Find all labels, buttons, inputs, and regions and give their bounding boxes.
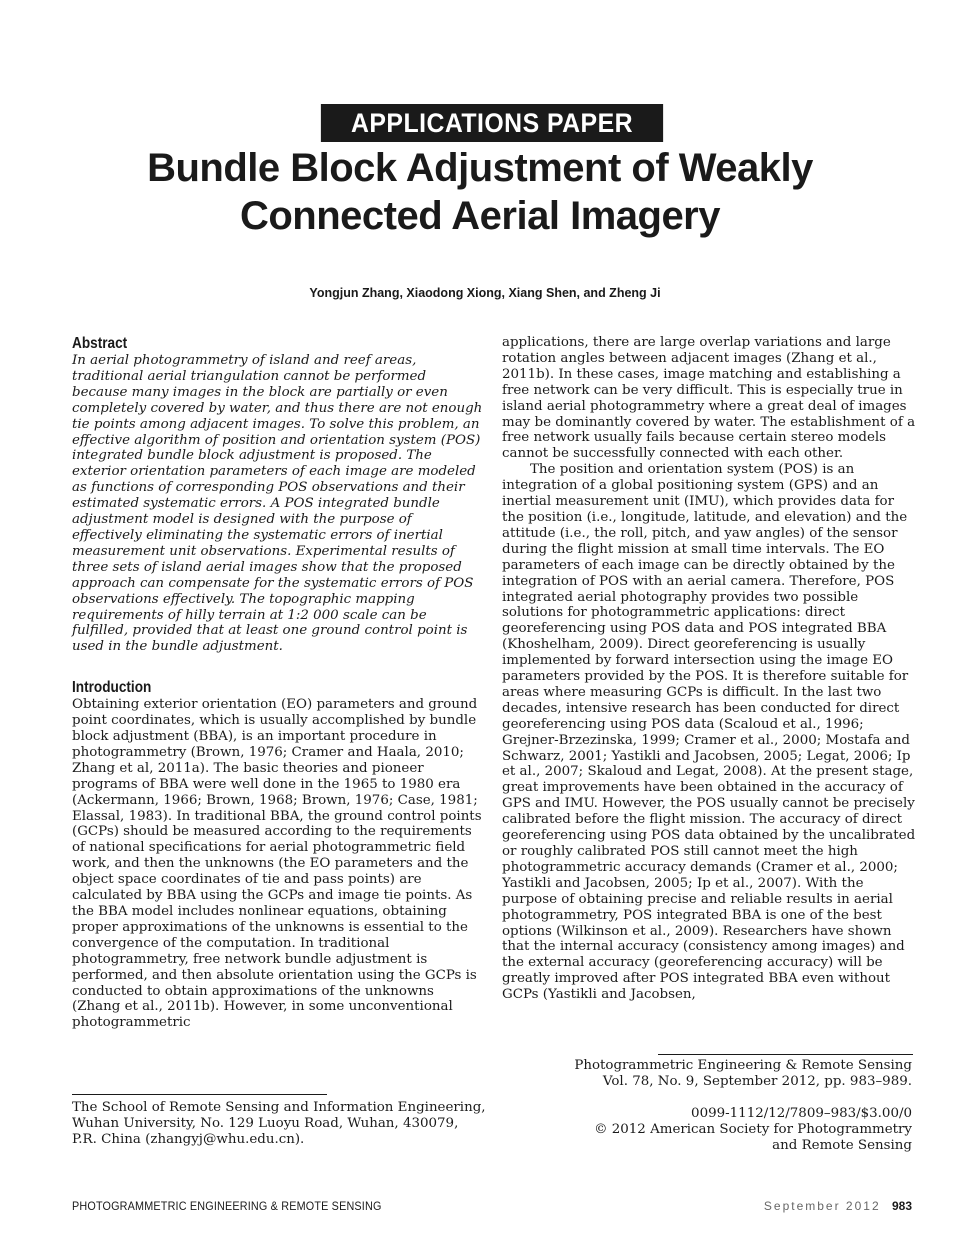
footer-journal-name: PHOTOGRAMMETRIC ENGINEERING & REMOTE SENSING	[72, 1199, 382, 1213]
footer-page-info	[764, 1199, 912, 1213]
paper-title	[80, 144, 880, 240]
title-line-2: Connected Aerial Imagery	[239, 194, 720, 238]
right-column	[502, 335, 916, 1003]
intro-paragraph-1: Obtaining exterior orientation (EO) parameters and ground point coordinates, which is usually accomplished by bundle block adjustment (BBA), is an important procedure in photogrammetry (Brown, 1976; Cramer and Haala, 2010; Zhang et al, 2011a). The basic theories and pioneer programs of BBA were well done in the 1965 to 1980 era (Ackermann, 1966; Brown, 1968; Brown, 1976; Case, 1981; Elassal, 1983). In traditional BBA, the ground control points (GCPs) should be measured according to the requirements of national specifications for aerial photogrammetric field work, and then the unknowns (the EO parameters and the object space coordinates of tie and pass points) are calculated by BBA using the GCPs and image tie points. As the BBA model includes nonlinear equations, obtaining proper approximations of the unknowns is essential to the convergence of the computation. In traditional photogrammetry, free network bundle adjustment is performed, and then absolute orientation using the GCPs is conducted to obtain approximations of the unknowns (Zhang et al., 2011b). However, in some unconventional photogrammetric	[72, 697, 482, 1031]
intro-paragraph-2: The position and orientation system (POS) is an integration of a global positioning system (GPS) and an inertial measurement unit (IMU), which provides data for the position (i.e., longitude, latitude, and elevation) and the attitude (i.e., the roll, pitch, and yaw angles) of the sensor during the flight mission at small time intervals. The EO parameters of each image can be directly obtained by the integration of POS with an aerial camera. Therefore, POS integrated aerial photography provides two possible solutions for photogrammetric applications: direct georeferencing using POS data and POS integrated BBA (Khoshelham, 2009). Direct georeferencing is usually implemented by forward intersection using the image EO parameters provided by the POS. It is therefore suitable for areas where measuring GCPs is difficult. In the last two decades, intensive research has been conducted for direct georeferencing using POS data (Scaloud et al., 1996; Grejner-Brzezinska, 1999; Cramer et al., 2000; Mostafa and Schwarz, 2001; Yastikli and Jacobsen, 2005; Legat, 2006; Ip et al., 2007; Skaloud and Legat, 2008). At the present stage, great improvements have been obtained in the accuracy of GPS and IMU. However, the POS usually cannot be precisely calibrated before the flight mission. The accuracy of direct georeferencing using POS data obtained by the uncalibrated or roughly calibrated POS still cannot meet the high photogrammetric accuracy demands (Cramer et al., 2000; Yastikli and Jacobsen, 2005; Ip et al., 2007). With the purpose of obtaining precise and reliable results in aerial photogrammetry, POS integrated BBA is one of the best options (Wilkinson et al., 2009). Researchers have shown that the internal accuracy (consistency among images) and the external accuracy (georeferencing accuracy) will be greatly improved after POS integrated BBA even without GCPs (Yastikli and Jacobsen,	[502, 462, 916, 1003]
title-line-1: Bundle Block Adjustment of Weakly	[147, 146, 813, 190]
affiliation-line-3: P.R. China (zhangyj@whu.edu.cn).	[72, 1132, 305, 1147]
abstract-heading: Abstract	[72, 335, 128, 352]
journal-copyright: © 2012 American Society for Photogrammetry	[594, 1122, 912, 1137]
journal-rule	[658, 1054, 913, 1055]
page-number: 983	[891, 1199, 912, 1213]
affiliation-line-2: Wuhan University, No. 129 Luoyu Road, Wuhan, 430079,	[72, 1116, 459, 1131]
intro-paragraph-1-continued: applications, there are large overlap variations and large rotation angles between adjacent images (Zhang et al., 2011b). In these cases, image matching and establishing a free network can be very difficult. This is especially true in island aerial photogrammetry where a great deal of images may be dominantly covered by water. The establishment of a free network usually fails because certain stereo models cannot be successfully connected with each other.	[502, 335, 916, 462]
journal-copyright-2: and Remote Sensing	[772, 1138, 912, 1153]
affiliation-rule	[72, 1094, 327, 1095]
abstract-text: In aerial photogrammetry of island and reef areas, traditional aerial triangulation cannot be performed because many images in the block are partially or even completely covered by water, and thus there are not enough tie points among adjacent images. To solve this problem, an effective algorithm of position and orientation system (POS) integrated bundle block adjustment is proposed. The exterior orientation parameters of each image are modeled as functions of corresponding POS observations and their estimated systematic errors. A POS integrated bundle adjustment model is designed with the purpose of effectively eliminating the systematic errors of inertial measurement unit observations. Experimental results of three sets of island aerial images show that the proposed approach can compensate for the systematic errors of POS observations effectively. The topographic mapping requirements of hilly terrain at 1:2 000 scale can be fulfilled, provided that at least one ground control point is used in the bundle adjustment.	[72, 353, 483, 655]
left-column	[72, 335, 484, 1031]
affiliation-line-1: The School of Remote Sensing and Information Engineering,	[72, 1100, 486, 1115]
author-list: Yongjun Zhang, Xiaodong Xiong, Xiang Shen, and Zheng Ji	[309, 286, 661, 300]
journal-name: Photogrammetric Engineering & Remote Sensing	[574, 1058, 912, 1073]
introduction-heading: Introduction	[72, 679, 152, 697]
journal-volume: Vol. 78, No. 9, September 2012, pp. 983–989.	[602, 1074, 912, 1089]
author-affiliation	[72, 1100, 492, 1148]
footer-date: September 2012	[763, 1199, 881, 1213]
journal-info	[532, 1058, 912, 1154]
journal-code: 0099-1112/12/7809–983/$3.00/0	[691, 1106, 912, 1121]
article-type-label: APPLICATIONS PAPER	[321, 104, 663, 142]
